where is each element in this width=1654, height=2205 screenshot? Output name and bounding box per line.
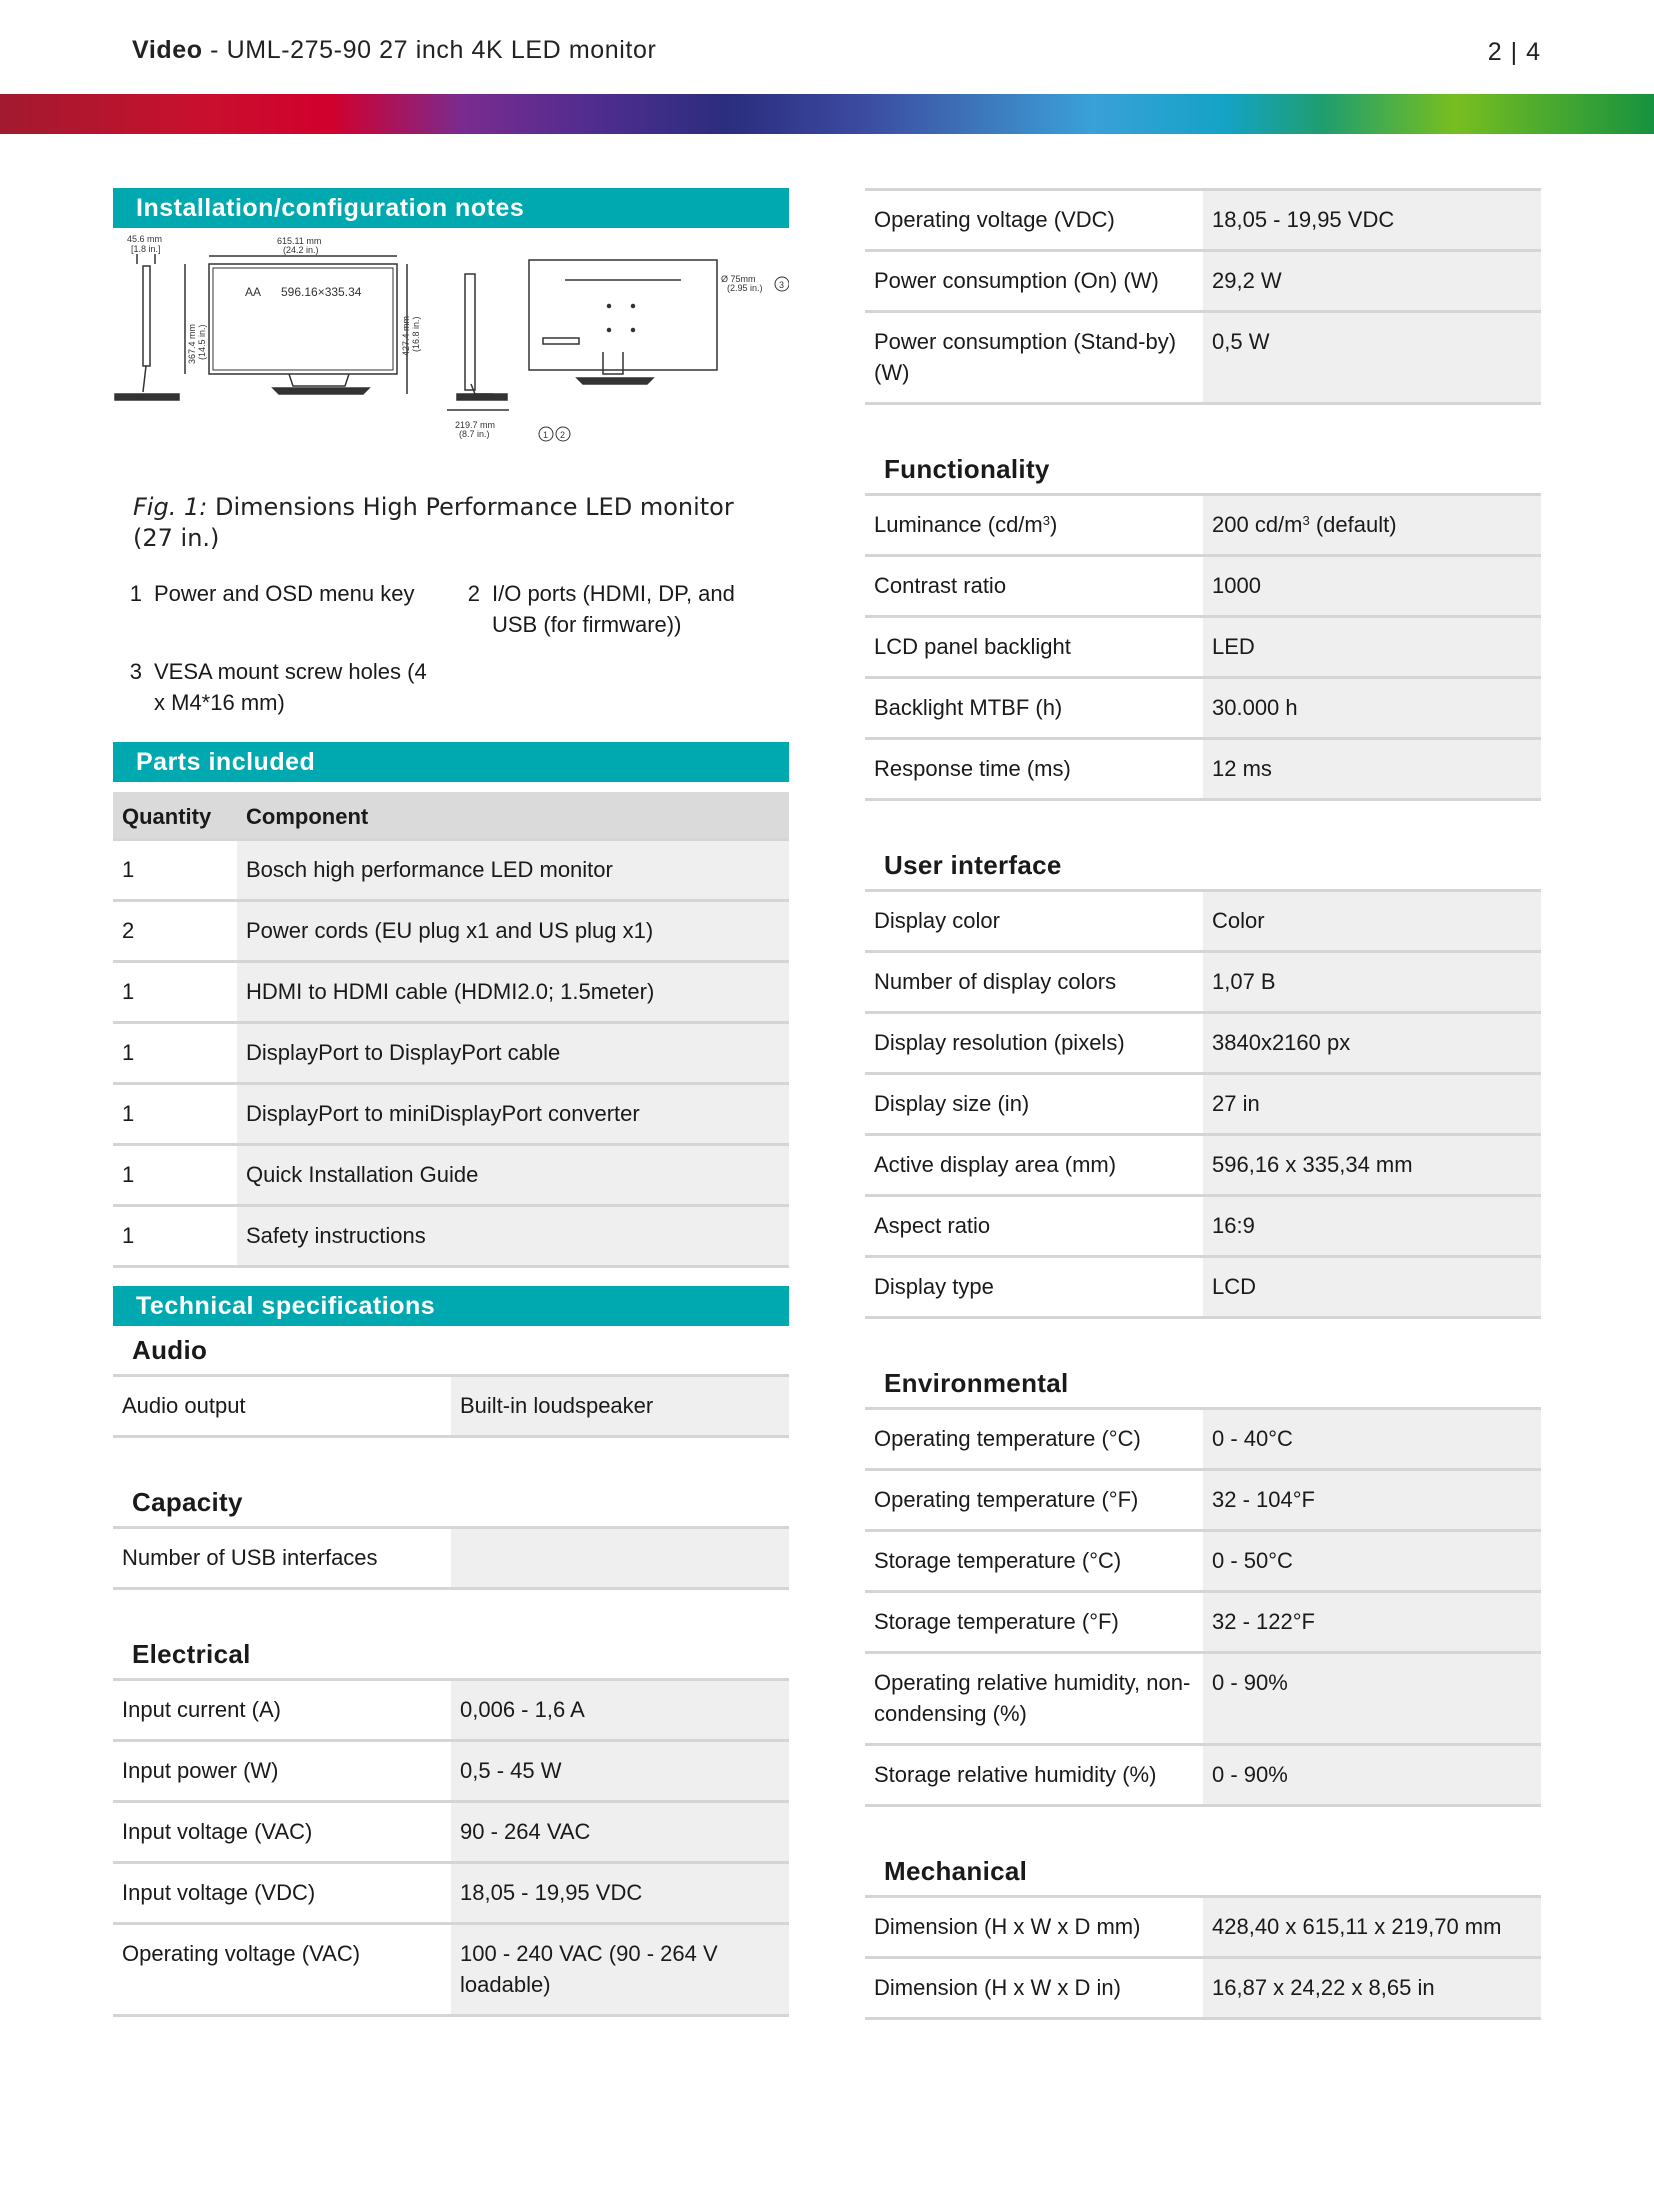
document-title xyxy=(132,36,656,65)
figure-caption xyxy=(113,492,789,554)
electrical-heading: Electrical xyxy=(132,1639,251,1669)
spec-value: 18,05 - 19,95 VDC xyxy=(1203,190,1541,251)
spec-key: LCD panel backlight xyxy=(865,617,1203,678)
spec-value: 90 - 264 VAC xyxy=(451,1802,789,1863)
table-row xyxy=(865,1897,1541,1958)
spec-value: LCD xyxy=(1203,1257,1541,1318)
callout-1: 1 xyxy=(543,430,549,440)
table-row xyxy=(865,739,1541,800)
spec-value xyxy=(451,1528,789,1589)
category-label: Video xyxy=(132,36,203,64)
quantity-cell: 1 xyxy=(113,1084,237,1145)
table-row xyxy=(113,840,789,901)
table-row xyxy=(865,1745,1541,1806)
page-header xyxy=(0,0,1654,94)
spec-key: Operating voltage (VDC) xyxy=(865,190,1203,251)
side-depth-label: 45.6 mm xyxy=(127,234,163,244)
spec-value: 1000 xyxy=(1203,556,1541,617)
tech-spec-heading: Technical specifications xyxy=(113,1286,789,1326)
spec-key: Operating temperature (°C) xyxy=(865,1409,1203,1470)
spec-value: LED xyxy=(1203,617,1541,678)
active-area-code: AA xyxy=(245,285,262,299)
spec-value: 30.000 h xyxy=(1203,678,1541,739)
table-row xyxy=(113,1863,789,1924)
side-depth-in-label: [1.8 in.] xyxy=(131,244,161,254)
table-row xyxy=(113,1023,789,1084)
component-cell: HDMI to HDMI cable (HDMI2.0; 1.5meter) xyxy=(237,962,789,1023)
spec-key: Display color xyxy=(865,891,1203,952)
table-row xyxy=(113,1924,789,2016)
spec-key: Contrast ratio xyxy=(865,556,1203,617)
table-row xyxy=(113,1206,789,1267)
vesa-in-label: (2.95 in.) xyxy=(727,283,763,293)
component-cell: Power cords (EU plug x1 and US plug x1) xyxy=(237,901,789,962)
spec-value: Color xyxy=(1203,891,1541,952)
base-depth-in-label: (8.7 in.) xyxy=(459,429,490,439)
spec-value: 0,006 - 1,6 A xyxy=(451,1680,789,1741)
height-right-label: 427.4 mm xyxy=(401,315,411,356)
component-cell: Quick Installation Guide xyxy=(237,1145,789,1206)
spec-value xyxy=(1203,495,1541,556)
right-column xyxy=(865,188,1541,2020)
luminance-key-close: ) xyxy=(1049,512,1058,537)
caption-text: Dimensions High Performance LED monitor (27 in.) xyxy=(133,493,734,552)
spec-value: 0 - 40°C xyxy=(1203,1409,1541,1470)
table-row xyxy=(113,1680,789,1741)
spec-value: 18,05 - 19,95 VDC xyxy=(451,1863,789,1924)
component-cell: DisplayPort to miniDisplayPort converter xyxy=(237,1084,789,1145)
table-row xyxy=(865,495,1541,556)
note-text: I/O ports (HDMI, DP, and USB (for firmware)) xyxy=(492,581,735,637)
spec-value: 16:9 xyxy=(1203,1196,1541,1257)
spec-key: Display type xyxy=(865,1257,1203,1318)
width-in-label: (24.2 in.) xyxy=(283,245,319,255)
figure-notes xyxy=(113,578,789,718)
callout-3: 3 xyxy=(779,280,785,290)
table-row xyxy=(865,1257,1541,1318)
note-text: VESA mount screw holes (4 x M4*16 mm) xyxy=(154,659,427,715)
table-row xyxy=(865,891,1541,952)
electrical-continued-table xyxy=(865,188,1541,405)
spec-key: Response time (ms) xyxy=(865,739,1203,800)
spec-key: Display size (in) xyxy=(865,1074,1203,1135)
component-cell: DisplayPort to DisplayPort cable xyxy=(237,1023,789,1084)
table-row xyxy=(865,1592,1541,1653)
table-row xyxy=(865,312,1541,404)
functionality-heading: Functionality xyxy=(884,454,1050,484)
quantity-cell: 1 xyxy=(113,1023,237,1084)
quantity-cell: 1 xyxy=(113,962,237,1023)
spec-key: Input voltage (VAC) xyxy=(113,1802,451,1863)
spec-value: 3840x2160 px xyxy=(1203,1013,1541,1074)
spec-value: Built-in loudspeaker xyxy=(451,1376,789,1437)
spec-value: 1,07 B xyxy=(1203,952,1541,1013)
luminance-key-text: Luminance (cd/m xyxy=(874,512,1043,537)
component-column-header: Component xyxy=(237,792,789,840)
spec-value: 0 - 50°C xyxy=(1203,1531,1541,1592)
table-row xyxy=(113,1084,789,1145)
spec-value: 32 - 104°F xyxy=(1203,1470,1541,1531)
quantity-column-header: Quantity xyxy=(113,792,237,840)
electrical-table xyxy=(113,1678,789,2017)
spec-key: Storage relative humidity (%) xyxy=(865,1745,1203,1806)
spec-key: Power consumption (On) (W) xyxy=(865,251,1203,312)
superscript: 3 xyxy=(1042,513,1050,528)
left-column xyxy=(113,188,789,2017)
height-left-label: 367.4 mm xyxy=(187,323,197,364)
quantity-cell: 2 xyxy=(113,901,237,962)
installation-heading: Installation/configuration notes xyxy=(113,188,789,228)
parts-table xyxy=(113,792,789,1268)
spec-value: 0 - 90% xyxy=(1203,1653,1541,1745)
spec-key: Aspect ratio xyxy=(865,1196,1203,1257)
spec-key: Dimension (H x W x D mm) xyxy=(865,1897,1203,1958)
table-row xyxy=(113,1145,789,1206)
spec-key: Input voltage (VDC) xyxy=(113,1863,451,1924)
table-row xyxy=(865,617,1541,678)
table-row xyxy=(113,1528,789,1589)
table-row xyxy=(113,1376,789,1437)
table-row xyxy=(865,1958,1541,2019)
quantity-cell: 1 xyxy=(113,840,237,901)
spec-value: 29,2 W xyxy=(1203,251,1541,312)
note-item xyxy=(113,656,451,718)
quantity-cell: 1 xyxy=(113,1206,237,1267)
user-interface-heading: User interface xyxy=(884,850,1062,880)
spec-key: Audio output xyxy=(113,1376,451,1437)
spec-key xyxy=(865,495,1203,556)
component-cell: Bosch high performance LED monitor xyxy=(237,840,789,901)
spec-value: 0,5 W xyxy=(1203,312,1541,404)
spec-key: Input power (W) xyxy=(113,1741,451,1802)
spec-key: Operating voltage (VAC) xyxy=(113,1924,451,2016)
base-depth-label: 219.7 mm xyxy=(455,420,496,430)
quantity-cell: 1 xyxy=(113,1145,237,1206)
audio-table xyxy=(113,1374,789,1438)
spec-value: 0 - 90% xyxy=(1203,1745,1541,1806)
table-row xyxy=(113,901,789,962)
brand-color-band xyxy=(0,94,1654,134)
monitor-dimensions-drawing xyxy=(113,234,789,492)
table-row xyxy=(865,1013,1541,1074)
environmental-table xyxy=(865,1407,1541,1807)
spec-value: 100 - 240 VAC (90 - 264 V loadable) xyxy=(451,1924,789,2016)
spec-value: 596,16 x 335,34 mm xyxy=(1203,1135,1541,1196)
table-row xyxy=(865,1135,1541,1196)
table-row xyxy=(865,251,1541,312)
table-row xyxy=(865,1653,1541,1745)
parts-heading: Parts included xyxy=(113,742,789,782)
spec-key: Power consumption (Stand-by) (W) xyxy=(865,312,1203,404)
height-right-in-label: (16.8 in.) xyxy=(411,316,421,352)
spec-key: Storage temperature (°F) xyxy=(865,1592,1203,1653)
title-separator: - xyxy=(202,36,227,64)
note-number: 3 xyxy=(129,659,142,684)
note-number: 1 xyxy=(129,581,142,606)
product-name: UML-275-90 27 inch 4K LED monitor xyxy=(226,36,657,64)
table-row xyxy=(113,1741,789,1802)
audio-heading: Audio xyxy=(132,1335,208,1365)
superscript: 3 xyxy=(1302,513,1310,528)
table-row xyxy=(865,1074,1541,1135)
note-number: 2 xyxy=(467,581,480,606)
spec-key: Number of display colors xyxy=(865,952,1203,1013)
note-item xyxy=(451,578,789,640)
table-row xyxy=(865,1531,1541,1592)
spec-value: 0,5 - 45 W xyxy=(451,1741,789,1802)
spec-value: 428,40 x 615,11 x 219,70 mm xyxy=(1203,1897,1541,1958)
spec-key: Operating temperature (°F) xyxy=(865,1470,1203,1531)
table-row xyxy=(865,1409,1541,1470)
table-row xyxy=(865,1470,1541,1531)
width-label: 615.11 mm xyxy=(277,236,322,246)
spec-key: Storage temperature (°C) xyxy=(865,1531,1203,1592)
capacity-heading: Capacity xyxy=(132,1487,243,1517)
table-row xyxy=(865,952,1541,1013)
mechanical-table xyxy=(865,1895,1541,2020)
spec-key: Display resolution (pixels) xyxy=(865,1013,1203,1074)
active-area-label: 596.16×335.34 xyxy=(281,285,362,299)
table-row xyxy=(865,678,1541,739)
spec-value: 27 in xyxy=(1203,1074,1541,1135)
luminance-value-text: 200 cd/m xyxy=(1212,512,1303,537)
table-row xyxy=(865,556,1541,617)
caption-prefix: Fig. 1: xyxy=(133,493,208,521)
spec-value: 32 - 122°F xyxy=(1203,1592,1541,1653)
spec-key: Backlight MTBF (h) xyxy=(865,678,1203,739)
dimension-figure xyxy=(113,234,789,492)
luminance-value-suffix: (default) xyxy=(1309,512,1397,537)
table-row xyxy=(113,1802,789,1863)
callout-2: 2 xyxy=(560,430,566,440)
component-cell: Safety instructions xyxy=(237,1206,789,1267)
spec-key: Number of USB interfaces xyxy=(113,1528,451,1589)
spec-value: 16,87 x 24,22 x 8,65 in xyxy=(1203,1958,1541,2019)
vesa-label: Ø 75mm xyxy=(721,274,756,284)
environmental-heading: Environmental xyxy=(884,1368,1069,1398)
user-interface-table xyxy=(865,889,1541,1319)
table-row xyxy=(113,962,789,1023)
spec-key: Operating relative humidity, non-condensing (%) xyxy=(865,1653,1203,1745)
note-text: Power and OSD menu key xyxy=(154,581,415,606)
height-left-in-label: (14.5 in.) xyxy=(197,324,207,360)
page-number: 2 | 4 xyxy=(1487,38,1541,66)
spec-key: Input current (A) xyxy=(113,1680,451,1741)
parts-header-row xyxy=(113,792,789,840)
table-row xyxy=(865,1196,1541,1257)
functionality-table xyxy=(865,493,1541,801)
spec-key: Active display area (mm) xyxy=(865,1135,1203,1196)
spec-value: 12 ms xyxy=(1203,739,1541,800)
mechanical-heading: Mechanical xyxy=(884,1856,1028,1886)
spec-key: Dimension (H x W x D in) xyxy=(865,1958,1203,2019)
capacity-table xyxy=(113,1526,789,1590)
table-row xyxy=(865,190,1541,251)
note-item xyxy=(113,578,451,640)
